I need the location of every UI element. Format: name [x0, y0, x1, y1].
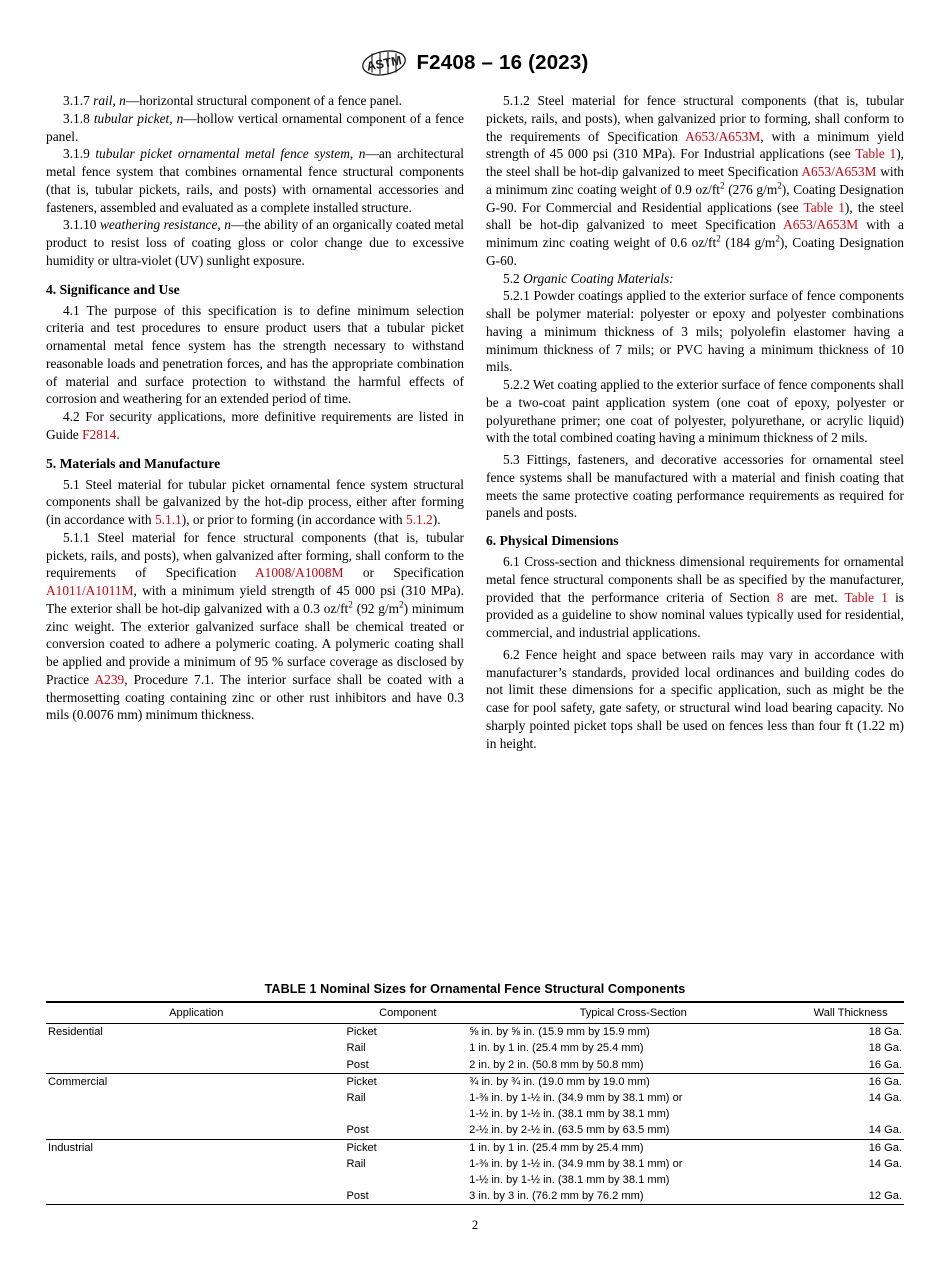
clause-body: Powder coatings applied to the exterior surface of fence components shall be polymer material: polyester or epoxy and polyester combinations having a minimum thickness of 3 mils; polyolefin elastomer having a minimum thickness of 7 mils; or PVC having a minimum thickness of 10 mils.	[486, 288, 904, 375]
cell-component	[347, 1106, 470, 1122]
clause-body: The purpose of this specification is to define minimum selection criteria and test procedures to ensure product users that a tubular picket ornamental metal fence system has the strength necessary to withstand reasonable loads and penetration forces, and has the appropriate combination of material and surface protection to withstand the harmful effects of corrosion and weathering for an extended period of time.	[46, 302, 464, 407]
column-header-component: Component	[347, 1002, 470, 1024]
clause-body: ) minimum zinc weight. The exterior galvanized surface shall be chemical treated or conversion coated to adhere a polymeric coating. A polymeric coating shall be applied and provide a minimum of 95 % surface coverage as disclosed by Practice	[46, 600, 464, 687]
clause-number: 5.2.1	[503, 288, 530, 304]
clause-body: Cross-section and thickness dimensional requirements for ornamental metal fence structural components shall be as specified by the manufacturer, provided that the performance criteria of Section	[486, 554, 904, 605]
cell-application: Industrial	[48, 1141, 94, 1154]
table-row	[46, 1024, 904, 1041]
paragraph-3-1-10	[46, 216, 464, 269]
cell-cross-section: 3 in. by 3 in. (76.2 mm by 76.2 mm)	[469, 1190, 644, 1203]
table-1-nominal-sizes	[46, 1001, 904, 1205]
paragraph-4-1	[46, 302, 464, 409]
cell-component: Post	[346, 1124, 369, 1137]
paragraph-5-3	[486, 451, 904, 522]
clause-body-tail: ).	[432, 512, 441, 527]
superscript-square: 2	[399, 599, 404, 610]
paragraph-3-1-8	[46, 110, 464, 146]
table-group-residential	[46, 1024, 904, 1074]
cell-wall-thickness	[797, 1106, 904, 1122]
cell-application: Commercial	[48, 1075, 108, 1088]
clause-number: 3.1.7	[63, 93, 90, 108]
table-row-continuation	[46, 1172, 904, 1188]
table-header-row	[46, 1002, 904, 1024]
clause-number: 5.2.2	[503, 377, 530, 392]
cell-cross-section: ⅝ in. by ⅝ in. (15.9 mm by 15.9 mm)	[469, 1026, 650, 1039]
superscript-square: 2	[348, 599, 353, 610]
clause-number: 5.1.2	[503, 93, 530, 108]
clause-body: are met.	[790, 589, 838, 605]
superscript-square: 2	[716, 233, 721, 244]
clause-body: —an architectural metal fence system that combines ornamental fence structural components (that is, tubular pickets, rails, and posts) with ornamental accessories and fasteners, assembled and evaluated as a complete installed structure.	[46, 146, 464, 215]
clause-body: with a minimum zinc coating weight of 0.9 oz/ft	[486, 164, 904, 197]
right-text-column	[486, 92, 904, 752]
clause-body: (184 g/m	[720, 235, 776, 250]
clause-body-tail: is provided as a guideline to show nominal values typically used for residential, commercial, and industrial applications.	[486, 589, 905, 640]
paragraph-5-2-1	[486, 287, 904, 376]
table-row	[46, 1040, 904, 1056]
clause-body: (276 g/m	[724, 181, 778, 197]
clause-body: with a minimum zinc coating weight of 0.6 oz/ft	[486, 217, 904, 250]
cell-wall-thickness: 16 Ga.	[868, 1075, 902, 1088]
clause-body: ), Coating Designation G-90. For Commercial and Residential applications (see	[486, 181, 904, 215]
clause-body-tail: .	[116, 426, 120, 442]
cell-component	[347, 1172, 470, 1188]
cell-cross-section: 1 in. by 1 in. (25.4 mm by 25.4 mm)	[469, 1141, 644, 1154]
clause-body-tail: ), Coating Designation G-60.	[486, 235, 904, 268]
cell-application: Residential	[48, 1026, 103, 1039]
cell-wall-thickness: 18 Ga.	[868, 1026, 902, 1039]
clause-body: Fittings, fasteners, and decorative accessories for ornamental steel fence systems shall be manufactured with a material and finish coating that meets the same protective coating performance requirements as required for panels and posts.	[486, 452, 904, 521]
clause-body-tail: , Procedure 7.1. The interior surface shall be coated with a thermosetting coating containing zinc or other rust inhibitors and have 0.3 mils (0.0076 mm) minimum thickness.	[46, 671, 464, 723]
table-row-continuation	[46, 1106, 904, 1122]
cell-component: Rail	[346, 1091, 366, 1104]
svg-text:ASTM: ASTM	[365, 53, 404, 74]
table-group-commercial	[46, 1073, 904, 1139]
paragraph-5-2	[486, 270, 904, 288]
clause-number: 6.1	[503, 554, 520, 569]
cell-cross-section: ¾ in. by ¾ in. (19.0 mm by 19.0 mm)	[469, 1075, 650, 1088]
section-heading-6: 6. Physical Dimensions	[486, 533, 619, 548]
paragraph-5-1	[46, 476, 464, 529]
cell-component: Post	[346, 1058, 369, 1071]
table-1-container	[46, 982, 904, 1205]
cell-application	[46, 1188, 347, 1205]
cross-reference-table-1[interactable]: Table 1	[803, 199, 845, 215]
clause-body: Steel material for fence structural components (that is, tubular pickets, rails, and posts), when galvanized prior to forming, shall conform to the requirements of Specification	[486, 93, 904, 144]
clause-body: Fence height and space between rails may vary in accordance with manufacturer’s standards, provided local ordinances and building codes do not limit these dimensions for a specific application, such as might be the case for pool safety, gate safety, or structural wind load bearing capacity. No sharply pointed picket tops shall be used on fences less than four ft (1.22 m) in height.	[486, 646, 904, 751]
astm-logo-icon	[361, 48, 407, 78]
left-text-column	[46, 92, 464, 724]
clause-number: 3.1.9	[63, 146, 90, 162]
cross-reference-a653[interactable]: A653/A653M	[783, 217, 859, 233]
table-row	[46, 1188, 904, 1205]
clause-number: 4.1	[63, 302, 80, 318]
defined-term: weathering resistance, n	[99, 217, 231, 233]
cross-reference-a1008[interactable]: A1008/A1008M	[254, 565, 344, 581]
table-1-title: TABLE 1 Nominal Sizes for Ornamental Fence Structural Components	[264, 982, 686, 996]
document-designation: F2408 – 16 (2023)	[416, 51, 589, 74]
cross-reference-table-1[interactable]: Table 1	[855, 146, 897, 162]
cell-wall-thickness: 18 Ga.	[868, 1042, 902, 1055]
clause-body: or Specification	[362, 565, 464, 581]
clause-number: 5.2	[503, 270, 520, 286]
column-header-cross-section: Typical Cross-Section	[469, 1002, 797, 1024]
subsection-title: Organic Coating Materials:	[523, 270, 674, 286]
paragraph-3-1-9	[46, 145, 464, 216]
clause-body: ), the steel shall be hot-dip galvanized to meet Specification	[486, 146, 905, 179]
cell-wall-thickness: 14 Ga.	[868, 1124, 902, 1137]
cell-component: Picket	[346, 1075, 377, 1088]
cell-wall-thickness: 12 Ga.	[868, 1190, 902, 1203]
cross-reference-5-1-2[interactable]: 5.1.2	[405, 512, 433, 527]
table-row	[46, 1139, 904, 1156]
clause-body: (92 g/m	[352, 600, 400, 616]
table-row	[46, 1122, 904, 1139]
cross-reference-f2814[interactable]: F2814	[82, 426, 117, 442]
table-row	[46, 1073, 904, 1090]
clause-body: Steel material for tubular picket ornamental fence system structural components shall be galvanized by the hot-dip process, either after forming (in accordance with	[46, 476, 464, 527]
cell-application	[46, 1057, 347, 1074]
cell-application	[46, 1156, 347, 1172]
cell-application	[46, 1090, 347, 1106]
table-row	[46, 1090, 904, 1106]
paragraph-6-1	[486, 553, 904, 642]
defined-term: tubular picket ornamental metal fence system, n	[95, 146, 366, 162]
column-header-wall-thickness: Wall Thickness	[797, 1002, 904, 1024]
cell-application	[46, 1106, 347, 1122]
cross-reference-section-8[interactable]: 8	[776, 589, 784, 605]
cell-cross-section: 1 in. by 1 in. (25.4 mm by 25.4 mm)	[469, 1042, 644, 1055]
cell-cross-section: 2-½ in. by 2-½ in. (63.5 mm by 63.5 mm)	[469, 1124, 670, 1137]
cross-reference-a239[interactable]: A239	[94, 671, 125, 687]
cell-component: Post	[346, 1190, 369, 1203]
cell-cross-section: 1-⅜ in. by 1-½ in. (34.9 mm by 38.1 mm) or	[469, 1157, 683, 1170]
clause-body: For security applications, more definitive requirements are listed in Guide	[46, 409, 464, 442]
paragraph-3-1-7	[46, 92, 464, 110]
superscript-square: 2	[720, 180, 725, 191]
clause-number: 5.3	[503, 452, 520, 467]
cell-component: Picket	[346, 1026, 377, 1039]
paragraph-5-1-1	[46, 529, 464, 724]
paragraph-6-2	[486, 646, 904, 753]
cell-wall-thickness: 14 Ga.	[868, 1157, 902, 1170]
superscript-square: 2	[775, 233, 780, 244]
cell-component: Picket	[346, 1141, 377, 1154]
cell-application	[46, 1172, 347, 1188]
cell-application	[46, 1122, 347, 1139]
cross-reference-5-1-1[interactable]: 5.1.1	[154, 512, 182, 527]
clause-number: 6.2	[503, 646, 520, 662]
table-row	[46, 1057, 904, 1074]
page-header	[0, 48, 950, 83]
clause-body: , with a minimum yield strength of 45 000 psi (310 MPa). The exterior shall be hot-dip galvanized with a 0.3 oz/ft	[46, 583, 464, 616]
clause-body: —the ability of an organically coated metal product to resist loss of coating gloss or color change due to excessive humidity or ultra-violet (UV) sunlight exposure.	[46, 217, 464, 268]
table-header	[46, 1002, 904, 1024]
cross-reference-a1011[interactable]: A1011/A1011M	[46, 583, 134, 598]
cell-cross-section: 2 in. by 2 in. (50.8 mm by 50.8 mm)	[469, 1058, 644, 1071]
cell-component: Rail	[346, 1157, 366, 1170]
clause-number: 5.1	[63, 476, 80, 492]
defined-term: tubular picket, n	[93, 110, 184, 126]
clause-body: ), or prior to forming (in accordance with	[181, 512, 403, 527]
clause-number: 3.1.8	[63, 110, 90, 126]
paragraph-4-2	[46, 408, 464, 444]
column-header-application: Application	[46, 1002, 347, 1024]
clause-body: , with a minimum yield strength of 45 000 psi (310 MPa). For Industrial applications (see	[486, 128, 905, 162]
clause-body: —horizontal structural component of a fence panel.	[125, 93, 403, 108]
cell-application	[46, 1040, 347, 1056]
superscript-square: 2	[777, 180, 782, 191]
paragraph-5-1-2	[486, 92, 904, 270]
cell-component: Rail	[346, 1042, 366, 1055]
clause-number: 3.1.10	[63, 217, 97, 233]
defined-term: rail, n	[93, 93, 126, 108]
section-heading-4: 4. Significance and Use	[46, 281, 180, 297]
clause-body: —hollow vertical ornamental component of a fence panel.	[46, 110, 464, 144]
clause-body: Wet coating applied to the exterior surface of fence components shall be a two-coat paint application system (one coat of epoxy, polyester or polyurethane primer; one coat of polyester, polyurethane, or acrylic liquid) with the total combined coating having a minimum thickness of 2 mils.	[486, 377, 904, 446]
section-heading-5: 5. Materials and Manufacture	[46, 455, 221, 471]
clause-body: ), the steel shall be hot-dip galvanized to meet Specification	[486, 199, 904, 233]
page-number: 2	[471, 1218, 479, 1232]
clause-body: Steel material for fence structural components (that is, tubular pickets, rails, and posts), when galvanized after forming, shall conform to the requirements of Specification	[46, 529, 464, 581]
cell-wall-thickness: 16 Ga.	[868, 1058, 902, 1071]
cross-reference-table-1[interactable]: Table 1	[844, 589, 888, 605]
clause-number: 5.1.1	[63, 529, 90, 545]
cell-wall-thickness	[797, 1172, 904, 1188]
clause-number: 4.2	[63, 409, 80, 424]
cell-cross-section-continued: 1-½ in. by 1-½ in. (38.1 mm by 38.1 mm)	[469, 1173, 670, 1186]
cell-cross-section: 1-⅜ in. by 1-½ in. (34.9 mm by 38.1 mm) or	[469, 1091, 683, 1104]
cross-reference-a653[interactable]: A653/A653M	[685, 128, 761, 144]
table-row	[46, 1156, 904, 1172]
paragraph-5-2-2	[486, 376, 904, 447]
cell-wall-thickness: 14 Ga.	[868, 1091, 902, 1104]
cell-cross-section-continued: 1-½ in. by 1-½ in. (38.1 mm by 38.1 mm)	[469, 1108, 670, 1121]
cell-wall-thickness: 16 Ga.	[868, 1141, 902, 1154]
table-group-industrial	[46, 1139, 904, 1205]
cross-reference-a653[interactable]: A653/A653M	[801, 164, 877, 179]
